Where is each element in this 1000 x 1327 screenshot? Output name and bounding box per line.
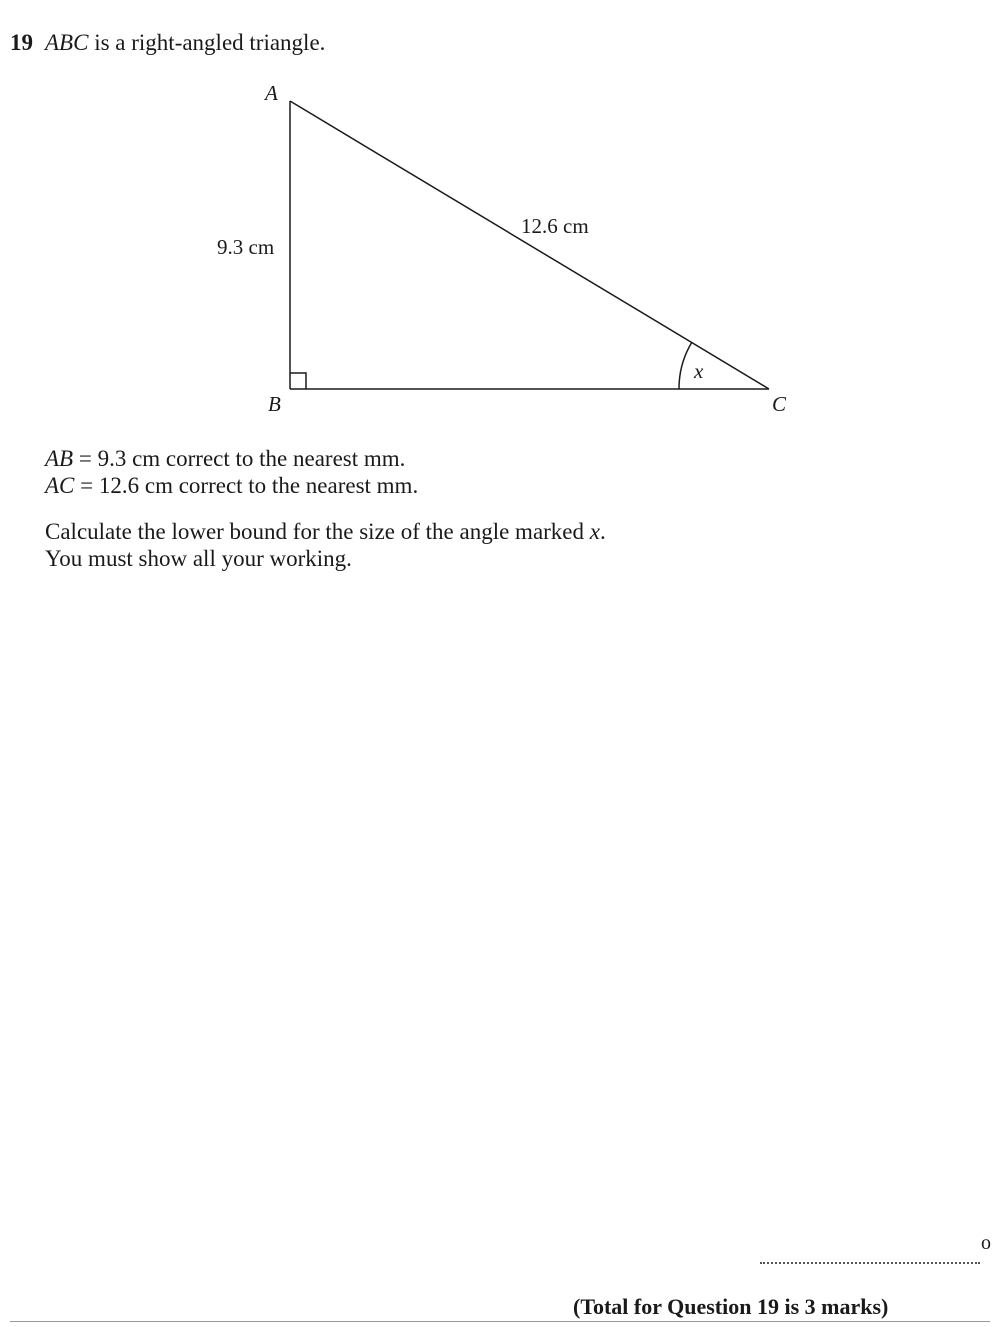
ac-length-label: 12.6 cm [521, 214, 589, 238]
triangle-svg [0, 0, 1000, 430]
question-intro-italic: ABC [45, 30, 89, 55]
question-intro-text: is a right-angled triangle. [88, 30, 326, 55]
given-ab-text: = 9.3 cm correct to the nearest mm. [73, 446, 406, 471]
ab-length-label: 9.3 cm [217, 235, 275, 259]
angle-x-label: x [694, 359, 704, 383]
instruction-angle-x: x [589, 519, 600, 544]
instruction-text-start: Calculate the lower bound for the size of the angle marked [45, 519, 590, 544]
side-ac [290, 101, 769, 389]
vertex-c-label: C [772, 392, 787, 416]
given-ac [45, 472, 418, 499]
given-ac-name: AC [45, 473, 75, 498]
given-ab [45, 445, 405, 472]
degree-symbol: o [981, 1232, 991, 1254]
instruction-text-end: . [600, 519, 606, 544]
question-number: 19 [10, 30, 33, 55]
right-angle-marker [290, 373, 306, 389]
vertex-b-label: B [268, 392, 281, 416]
vertex-a-label: A [265, 81, 278, 105]
triangle-diagram [0, 0, 1000, 430]
given-ab-name: AB [45, 446, 74, 471]
answer-line[interactable] [760, 1262, 980, 1264]
instruction-line-2: You must show all your working. [45, 546, 352, 571]
total-marks: (Total for Question 19 is 3 marks) [573, 1294, 889, 1319]
instruction-line-1 [45, 518, 606, 545]
bottom-rule [10, 1321, 990, 1322]
given-ac-text: = 12.6 cm correct to the nearest mm. [74, 473, 419, 498]
angle-arc [679, 342, 692, 389]
